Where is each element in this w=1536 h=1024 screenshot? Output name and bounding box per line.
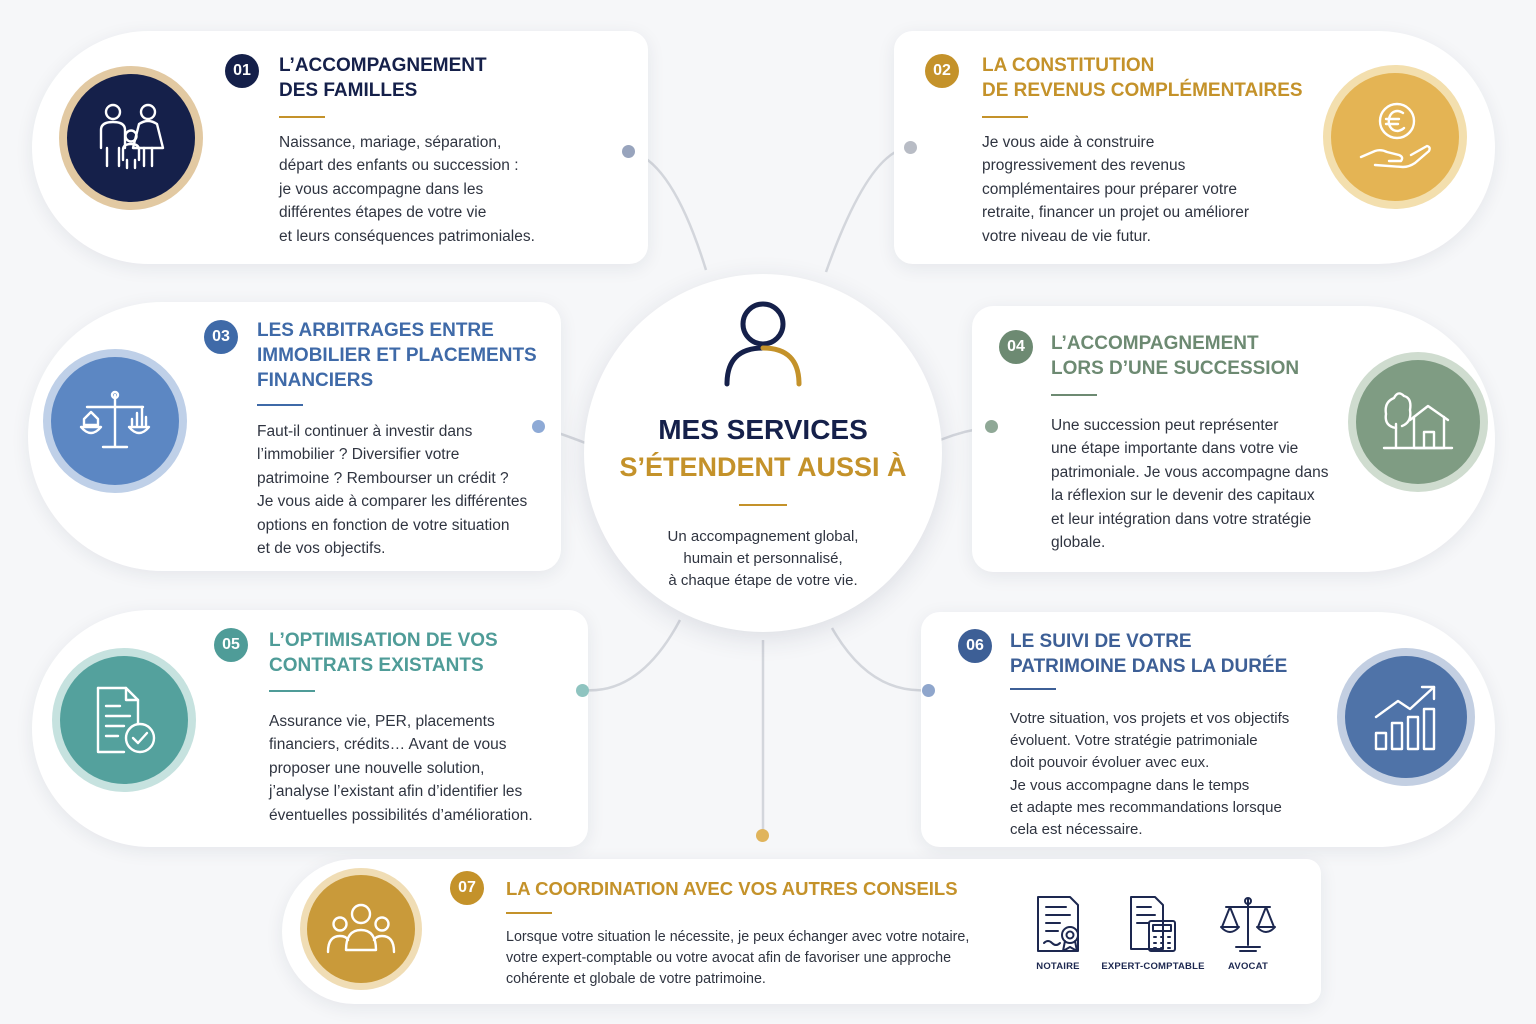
- partner-label-expert-comptable: EXPERT-COMPTABLE: [1101, 961, 1205, 972]
- service-title-01: L’ACCOMPAGNEMENT DES FAMILLES: [279, 55, 487, 101]
- service-title-02: LA CONSTITUTION DE REVENUS COMPLÉMENTAIRES: [982, 55, 1303, 101]
- service-rule-05: [269, 690, 315, 692]
- service-description-03: Faut-il continuer à investir dans l’immobilier ? Diversifier votre patrimoine ? Rembourser un crédit ? Je vous aide à comparer les différentes options en fonction de votre situation et de vos objectifs.: [257, 423, 528, 558]
- justice-scale-icon: [1218, 893, 1278, 955]
- partner-avocat: [1198, 893, 1298, 972]
- connector-dot-04: [985, 420, 998, 433]
- center-title-line2: S’ÉTENDENT AUSSI À: [619, 452, 907, 482]
- service-number-05: 05: [214, 628, 248, 662]
- service-number-03: 03: [204, 320, 238, 354]
- connector-dot-01: [622, 145, 635, 158]
- service-number-04: 04: [999, 330, 1033, 364]
- connector-dot-06: [922, 684, 935, 697]
- service-number-02: 02: [925, 54, 959, 88]
- center-rule: [739, 504, 787, 506]
- service-icon-ring-01: [59, 66, 203, 210]
- service-icon-ring-06: [1337, 648, 1475, 786]
- connector-dot-07: [756, 829, 769, 842]
- service-card-05: [32, 610, 588, 847]
- connector-06: [832, 628, 929, 690]
- service-rule-03: [257, 404, 303, 406]
- service-card-02: [894, 31, 1495, 264]
- service-description-02: Je vous aide à construire progressivement des revenus complémentaires pour préparer votre retraite, financer un projet ou améliorer votre niveau de vie futur.: [982, 134, 1250, 245]
- service-description-04: Une succession peut représenter une étape importante dans votre vie patrimoniale. Je vous accompagne dans la réflexion sur le devenir des capitaux et leur intégration dans votre stratégie globale.: [1051, 417, 1329, 552]
- service-description-06: Votre situation, vos projets et vos objectifs évoluent. Votre stratégie patrimoniale doit pouvoir évoluer avec eux. Je vous accompagne dans le temps et adapte mes recommandations lorsque cela est nécessaire.: [1010, 710, 1290, 839]
- connector-dot-03: [532, 420, 545, 433]
- family-icon: [93, 100, 169, 176]
- center-title-line1: MES SERVICES: [658, 414, 868, 445]
- service-number-06: 06: [958, 629, 992, 663]
- connector-05: [583, 620, 680, 690]
- center-hub: [584, 274, 942, 632]
- service-icon-ring-03: [43, 349, 187, 493]
- service-rule-06: [1010, 688, 1056, 690]
- service-rule-01: [279, 116, 325, 118]
- house-tree-icon: [1380, 384, 1456, 460]
- service-title-03: LES ARBITRAGES ENTRE IMMOBILIER ET PLACEMENTS FINANCIERS: [257, 320, 537, 391]
- service-card-04: [972, 306, 1495, 572]
- partner-label-notaire: NOTAIRE: [1036, 961, 1080, 972]
- service-rule-07: [506, 912, 552, 914]
- connector-dot-05: [576, 684, 589, 697]
- growth-chart-icon: [1368, 679, 1444, 755]
- balance-house-chart-icon: [75, 381, 155, 461]
- partner-label-avocat: AVOCAT: [1228, 961, 1268, 972]
- service-rule-04: [1051, 394, 1097, 396]
- service-title-07: LA COORDINATION AVEC VOS AUTRES CONSEILS: [506, 878, 958, 899]
- service-card-07: [282, 859, 1321, 1004]
- group-people-icon: [326, 894, 396, 964]
- service-title-04: L’ACCOMPAGNEMENT LORS D’UNE SUCCESSION: [1051, 333, 1300, 379]
- connector-dot-02: [904, 141, 917, 154]
- service-card-01: [32, 31, 648, 264]
- service-description-01: Naissance, mariage, séparation, départ des enfants ou succession : je vous accompagne dans les différentes étapes de votre vie et leurs conséquences patrimoniales.: [279, 134, 535, 245]
- service-icon-ring-02: [1323, 65, 1467, 209]
- service-number-07: 07: [450, 871, 484, 905]
- service-number-01: 01: [225, 54, 259, 88]
- service-icon-ring-04: [1348, 352, 1488, 492]
- service-icon-ring-07: [300, 868, 422, 990]
- center-subtitle: Un accompagnement global, humain et personnalisé, à chaque étape de votre vie.: [667, 528, 859, 589]
- service-rule-02: [982, 116, 1028, 118]
- document-check-icon: [86, 682, 162, 758]
- partner-notaire: [1008, 893, 1108, 972]
- service-title-05: L’OPTIMISATION DE VOS CONTRATS EXISTANTS: [269, 630, 498, 676]
- service-description-07: Lorsque votre situation le nécessite, je peux échanger avec votre notaire, votre expert-comptable ou votre avocat afin de favoriser une approche cohérente et globale de votre patrimoine.: [506, 929, 970, 987]
- service-title-06: LE SUIVI DE VOTRE PATRIMOINE DANS LA DURÉE: [1010, 631, 1288, 677]
- calculator-document-icon: [1125, 893, 1181, 955]
- person-icon: [719, 296, 807, 390]
- notary-document-icon: [1030, 893, 1086, 955]
- euro-hand-icon: [1355, 97, 1435, 177]
- service-card-03: [28, 302, 561, 571]
- partner-expert-comptable: [1103, 893, 1203, 972]
- service-icon-ring-05: [52, 648, 196, 792]
- service-card-06: [921, 612, 1495, 847]
- service-description-05: Assurance vie, PER, placements financiers, crédits… Avant de vous proposer une nouvelle solution, j’analyse l’existant afin d’identifier les éventuelles possibilités d’amélioration.: [269, 713, 533, 824]
